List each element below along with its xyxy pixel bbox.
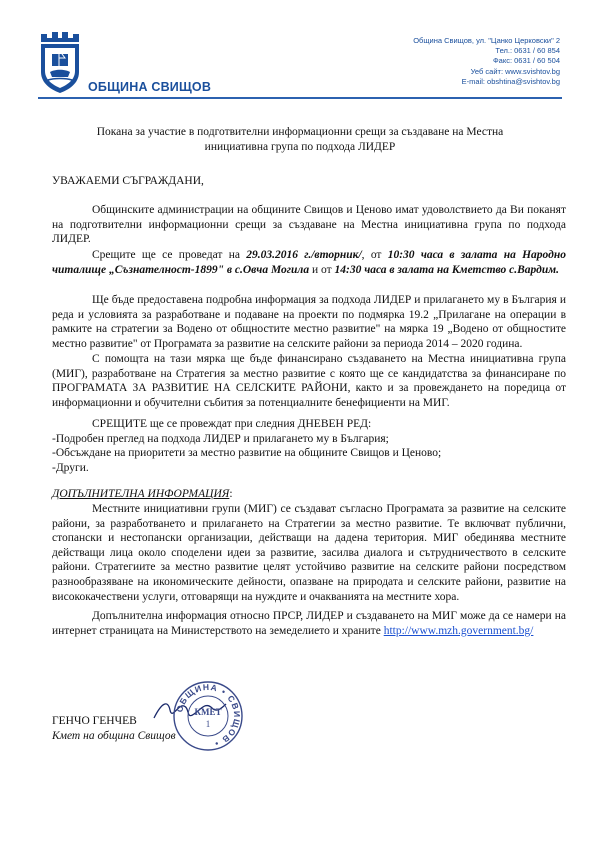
paragraph-funding: С помощта на тази мярка ще бъде финансирано създаването на Местна инициативна група (МИГ), разработване на Стратегия за местно развитие с която ще се кандидатства за финансиране по ПРОГРАМАТА ЗА РАЗВИТИЕ НА СЕЛСКИТЕ РАЙОНИ, както и за провеждането на поредица от информационни и обучителни събития за потенциалните бенефициенти на МИГ. bbox=[52, 353, 566, 409]
paragraph-more-info bbox=[52, 609, 566, 638]
more-info-text: Допълнителна информация относно ПРСР, ЛИДЕР и създаването на МИГ може да се намери на интернет страницата на Министерството на земеделието и храните bbox=[52, 610, 566, 637]
signer-name: ГЕНЧО ГЕНЧЕВ bbox=[52, 715, 137, 727]
agenda-item: -Други. bbox=[52, 461, 89, 474]
extra-info-heading-row bbox=[52, 487, 552, 502]
extra-info-heading: ДОПЪЛНИТЕЛНА ИНФОРМАЦИЯ bbox=[52, 488, 230, 500]
paragraph-mig-info: Местните инициативни групи (МИГ) се създават съгласно Програмата за развитие на селските райони, за разработването и прилагането на Стратегии за местно развитие. Те включват публични, стопански и нестопански организации, действащи на дадена територия. МИГ обединява местните действащи лица около споделени идеи за развитие, засилва диалога и сътрудничеството в селските райони. Стратегиите за местно развитие целят устойчиво развитие на селските райони посредством разнообразяване на икономическите дейности, опазване на природата и селските райони, развитие на висококачествени услуги, отговарящи на нуждите и очакванията на местните хора. bbox=[52, 503, 566, 603]
stamp-number: 1 bbox=[205, 719, 211, 729]
agenda-block bbox=[52, 417, 552, 475]
address-line: Община Свищов, ул. "Цанко Церковски" 2 bbox=[413, 36, 560, 45]
meeting-place-1: 10:30 часа в залата на Народно читалище „Съзнателност-1899" в с.Овча Могила bbox=[52, 249, 566, 276]
signer-block bbox=[52, 714, 176, 744]
signer-role: Кмет на община Свищов bbox=[52, 730, 176, 742]
ministry-link[interactable]: http://www.mzh.government.bg/ bbox=[383, 624, 534, 637]
stamp-ring-text: ОБЩИНА • СВИЩОВ • bbox=[174, 681, 243, 750]
meetings-text-b: , от bbox=[361, 249, 388, 261]
agenda-heading: СРЕЩИТЕ ще се провеждат при следния ДНЕВЕН РЕД: bbox=[92, 418, 372, 430]
website-line: Уеб сайт: www.svishtov.bg bbox=[470, 66, 560, 76]
meeting-place-2: 14:30 часа в залата на Кметство с.Вардим bbox=[334, 263, 557, 276]
letter-title: Покана за участие в подготвителни информационни срещи за създаване на Местна инициативна група по подхода ЛИДЕР bbox=[96, 126, 504, 153]
fax-line: Факс: 0631 / 60 504 bbox=[492, 56, 560, 66]
organization-name: ОБЩИНА СВИЩОВ bbox=[88, 80, 212, 94]
meetings-text-a: Срещите ще се проведат на bbox=[92, 249, 247, 261]
meeting-date: 29.03.2016 г./вторник/ bbox=[246, 249, 362, 261]
paragraph-intro: Общинските администрации на общините Свищов и Ценово имат удоволствието да Ви поканят на подготвителни информационни срещи за създаване на Местна инициативна група по подхода ЛИДЕР. bbox=[52, 204, 566, 246]
stamp-center-text: КМЕТ bbox=[194, 707, 222, 717]
meetings-text-d: . bbox=[556, 263, 559, 276]
header-divider bbox=[38, 97, 562, 99]
phone-line: Тел.: 0631 / 60 854 bbox=[495, 46, 560, 56]
contact-block bbox=[413, 36, 560, 87]
paragraph-details: Ще бъде предоставена подробна информация за подхода ЛИДЕР и прилагането му в България и реда и условията за разработване и подаване на проекти по подмярка 19.2 „Прилагане на операции в рамките на стратегии за Водено от общностите местно развитие" на мярка 19 „Водено от общностите местно развитие" от Програмата за развитие на селските райони за периода 2014 – 2020 година. bbox=[52, 294, 566, 350]
meetings-text-c: и от bbox=[309, 263, 335, 276]
official-stamp bbox=[172, 680, 244, 752]
coat-of-arms-logo bbox=[38, 28, 82, 94]
agenda-item: -Подробен преглед на подхода ЛИДЕР и прилагането му в България; bbox=[52, 432, 389, 445]
email-line: E-mail: obshtina@svishtov.bg bbox=[461, 76, 560, 86]
extra-info-colon: : bbox=[229, 488, 233, 500]
paragraph-meetings bbox=[52, 248, 566, 277]
salutation: УВАЖАЕМИ СЪГРАЖДАНИ, bbox=[52, 175, 204, 187]
agenda-item: -Обсъждане на приоритети за местно развитие на общините Свищов и Ценово; bbox=[52, 447, 442, 460]
